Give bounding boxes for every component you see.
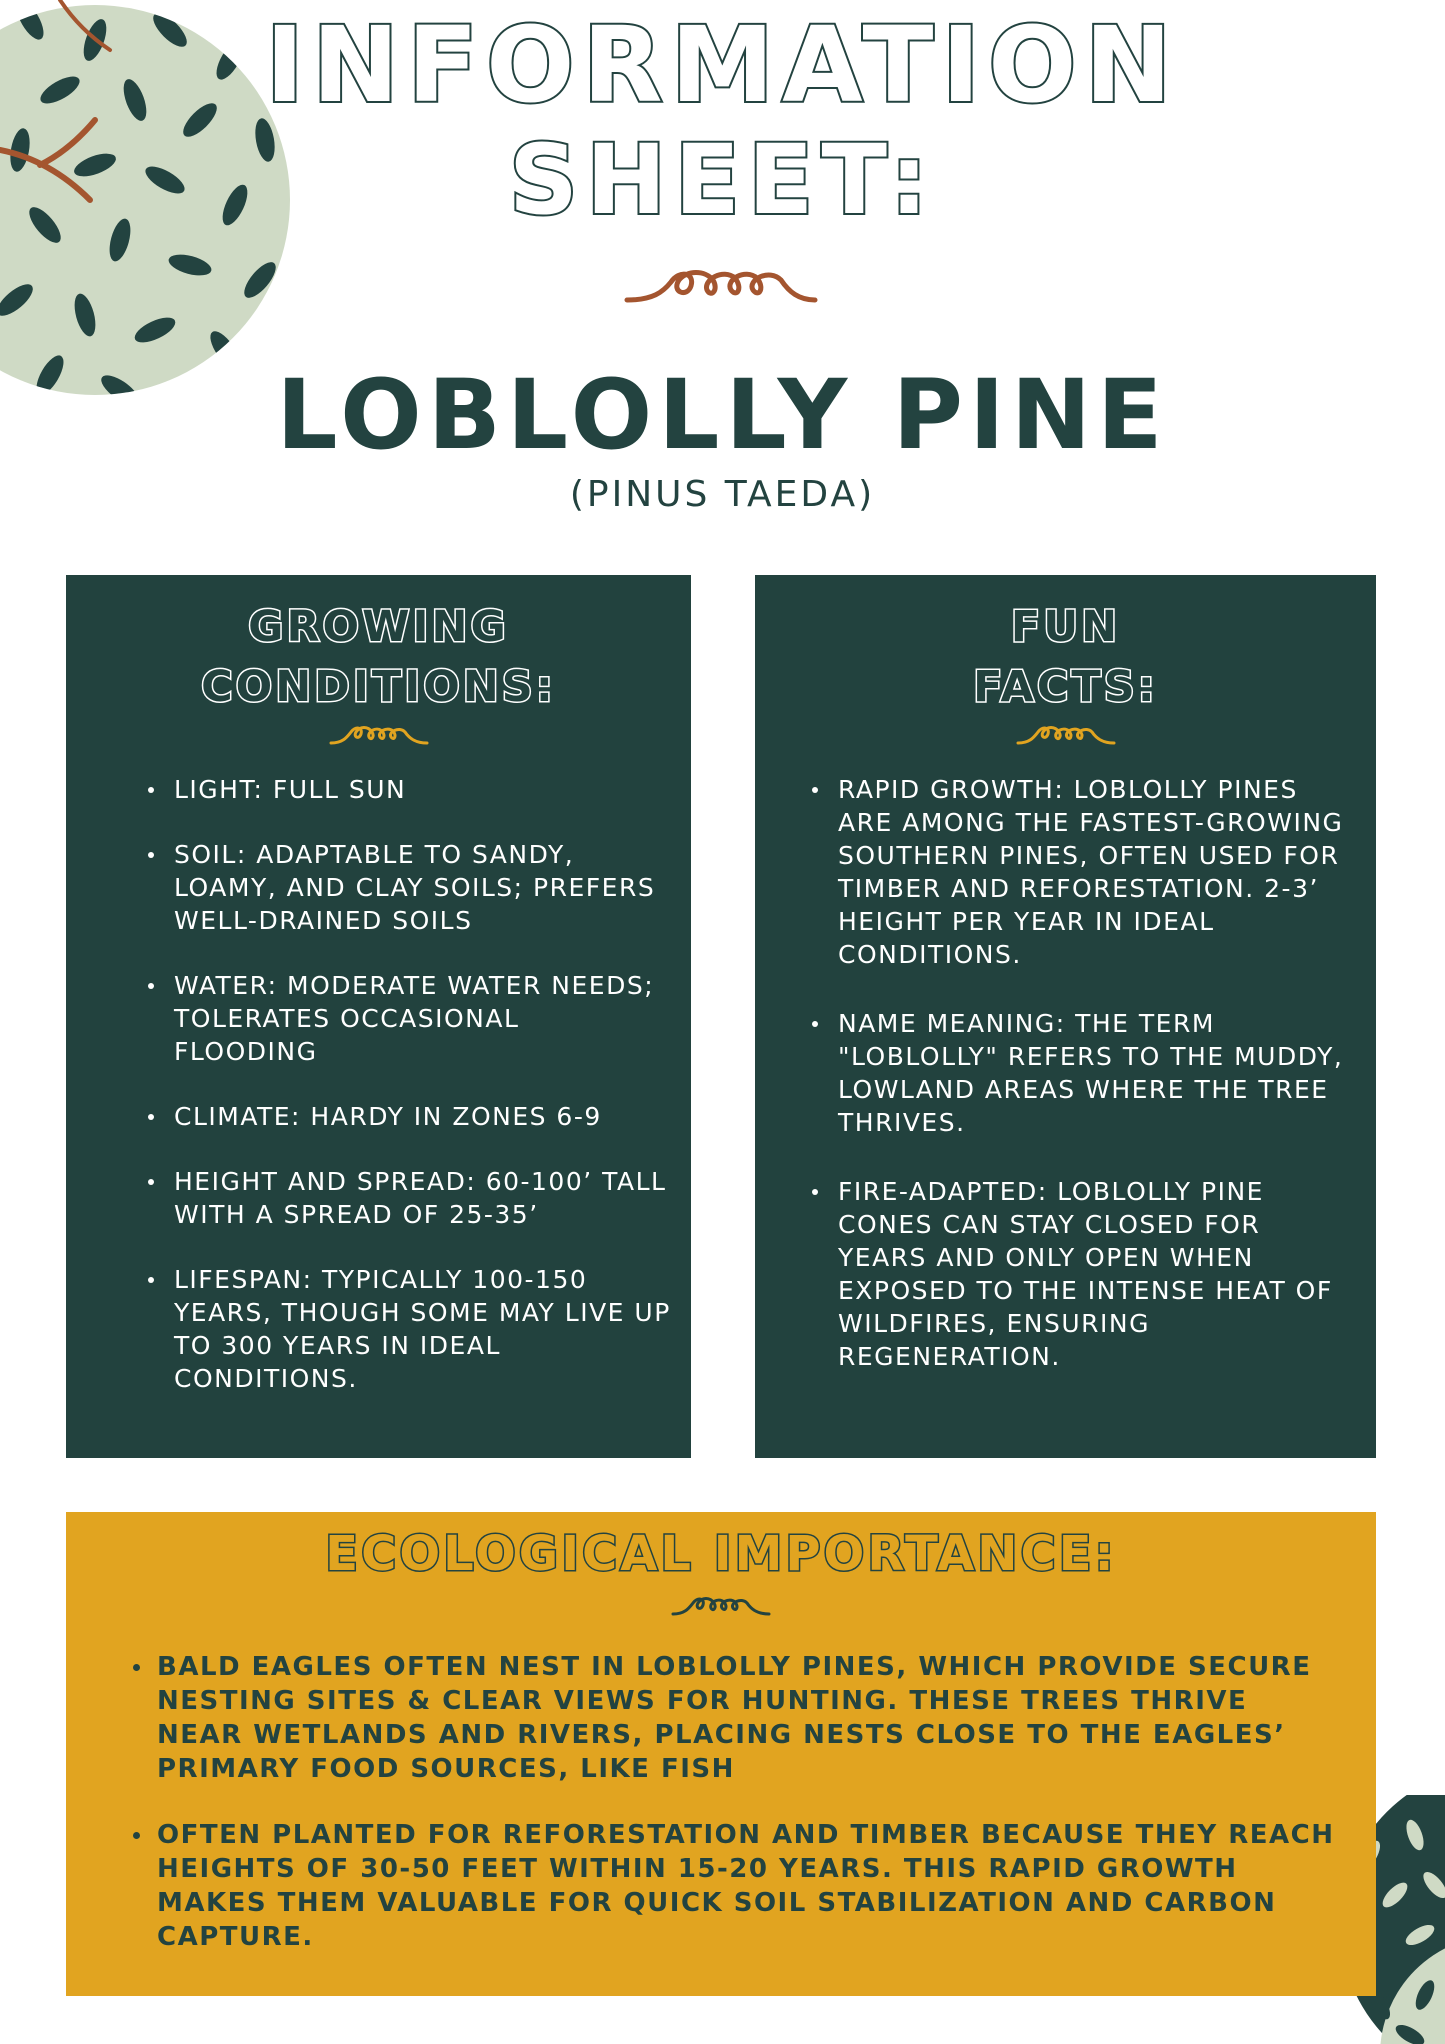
ecological-importance-heading: ECOLOGICAL IMPORTANCE: [325,1526,1117,1582]
list-item: BALD EAGLES OFTEN NEST IN LOBLOLLY PINES, WHICH PROVIDE SECURE NESTING SITES & CLEAR VIEWS FOR HUNTING. THESE TREES THRIVE NEAR WETLANDS AND RIVERS, PLACING NESTS CLOSE TO THE EAGLES’ PRIMARY FOOD SOURCES, LIKE FISH [157,1650,1376,1786]
fun-facts-heading: FUN FACTS: [973,602,1158,712]
list-item: WATER: MODERATE WATER NEEDS; TOLERATES OCCASIONAL FLOODING [174,969,691,1068]
squiggle-divider-icon [623,262,819,312]
list-item: LIFESPAN: TYPICALLY 100-150 YEARS, THOUGH SOME MAY LIVE UP TO 300 YEARS IN IDEAL CONDITIONS. [174,1263,691,1395]
scientific-name: (PINUS TAEDA) [569,474,876,515]
list-item: HEIGHT AND SPREAD: 60-100’ TALL WITH A SPREAD OF 25-35’ [174,1165,691,1231]
list-item: FIRE-ADAPTED: LOBLOLLY PINE CONES CAN STAY CLOSED FOR YEARS AND ONLY OPEN WHEN EXPOSED TO THE INTENSE HEAT OF WILDFIRES, ENSURING REGENERATION. [838,1175,1376,1373]
ecological-importance-list [66,1650,1376,1954]
squiggle-divider-icon [671,1594,771,1622]
list-item: SOIL: ADAPTABLE TO SANDY, LOAMY, AND CLAY SOILS; PREFERS WELL-DRAINED SOILS [174,838,691,937]
page-title-line2: SHEET: [508,124,937,236]
list-item: RAPID GROWTH: LOBLOLLY PINES ARE AMONG THE FASTEST-GROWING SOUTHERN PINES, OFTEN USED FOR TIMBER AND REFORESTATION. 2-3’ HEIGHT PER YEAR IN IDEAL CONDITIONS. [838,773,1376,971]
list-item: CLIMATE: HARDY IN ZONES 6-9 [174,1100,691,1133]
page-title: INFORMATION [265,4,1180,126]
list-item: OFTEN PLANTED FOR REFORESTATION AND TIMBER BECAUSE THEY REACH HEIGHTS OF 30-50 FEET WITHIN 15-20 YEARS. THIS RAPID GROWTH MAKES THEM VALUABLE FOR QUICK SOIL STABILIZATION AND CARBON CAPTURE. [157,1818,1376,1954]
fun-facts-list [755,773,1376,1373]
growing-conditions-heading: GROWING CONDITIONS: [201,602,556,712]
list-item: NAME MEANING: THE TERM "LOBLOLLY" REFERS TO THE MUDDY, LOWLAND AREAS WHERE THE TREE THRIVES. [838,1007,1376,1139]
squiggle-divider-icon [329,723,429,751]
ecological-importance-panel [66,1512,1376,1996]
fun-facts-panel [755,575,1376,1458]
plant-name: LOBLOLLY PINE [276,359,1169,471]
list-item: LIGHT: FULL SUN [174,773,691,806]
growing-conditions-panel [66,575,691,1458]
growing-conditions-list [66,773,691,1395]
squiggle-divider-icon [1016,723,1116,751]
